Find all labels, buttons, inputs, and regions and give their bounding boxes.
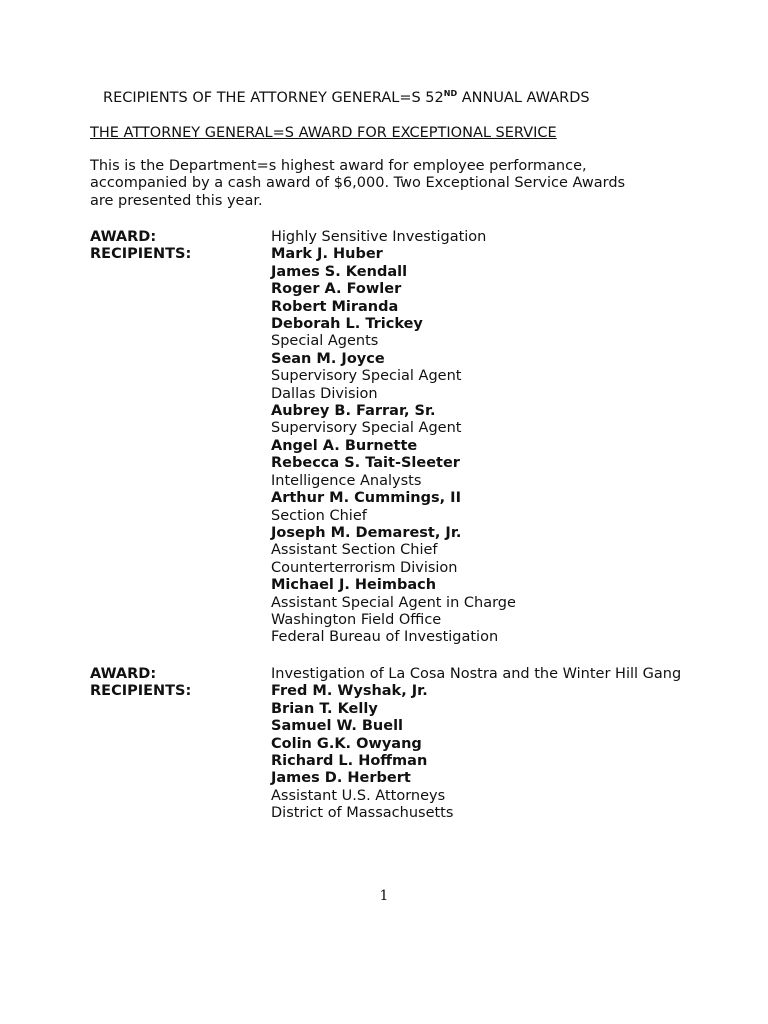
recipient-name: Sean M. Joyce <box>271 350 385 367</box>
recipient-name: Samuel W. Buell <box>271 718 404 735</box>
intro-line: are presented this year. <box>90 192 263 209</box>
recipient-title: Supervisory Special Agent <box>271 368 462 385</box>
recipient-title: Supervisory Special Agent <box>271 420 462 437</box>
recipient-title: Intelligence Analysts <box>271 472 422 489</box>
award-block-highly-sensitive-investigation <box>90 229 690 647</box>
recipient-name: Roger A. Fowler <box>271 281 402 298</box>
recipient-name: Michael J. Heimbach <box>271 577 437 594</box>
award-row <box>90 229 690 246</box>
recipient-name: James D. Herbert <box>271 770 411 787</box>
award-name: Highly Sensitive Investigation <box>271 229 487 245</box>
recipient-name: Deborah L. Trickey <box>271 316 423 333</box>
recipient-name: Fred M. Wyshak, Jr. <box>271 683 428 700</box>
recipient-title: Assistant U.S. Attorneys <box>271 787 446 804</box>
recipients-row <box>90 246 690 646</box>
recipients-label: RECIPIENTS: <box>90 683 192 700</box>
recipient-title: District of Massachusetts <box>271 805 454 822</box>
intro-paragraph <box>90 158 690 210</box>
recipient-title: Dallas Division <box>271 385 378 402</box>
award-label: AWARD: <box>90 229 157 245</box>
award-row <box>90 666 690 683</box>
award-heading: THE ATTORNEY GENERAL=S AWARD FOR EXCEPTIONAL SERVICE <box>90 125 557 141</box>
intro-line: This is the Department=s highest award for employee performance, <box>90 158 587 174</box>
recipient-title: Washington Field Office <box>271 611 442 628</box>
recipient-name: Colin G.K. Owyang <box>271 735 422 752</box>
recipient-name: Arthur M. Cummings, II <box>271 490 461 507</box>
recipient-title: Counterterrorism Division <box>271 559 458 576</box>
recipient-title: Section Chief <box>271 507 367 524</box>
award-label: AWARD: <box>90 666 157 682</box>
recipient-name: Mark J. Huber <box>271 246 383 263</box>
recipients-list <box>271 683 690 822</box>
recipients-row <box>90 683 690 822</box>
document-title-suffix: ANNUAL AWARDS <box>457 90 590 106</box>
recipient-name: Robert Miranda <box>271 298 399 315</box>
document-title-superscript: ND <box>443 89 458 98</box>
intro-line: accompanied by a cash award of $6,000. Two Exceptional Service Awards <box>90 175 626 192</box>
recipient-name: Angel A. Burnette <box>271 437 418 454</box>
document-title-prefix: RECIPIENTS OF THE ATTORNEY GENERAL=S 52 <box>103 90 444 106</box>
recipient-title: Assistant Section Chief <box>271 542 438 559</box>
recipients-label: RECIPIENTS: <box>90 246 192 263</box>
recipient-name: Rebecca S. Tait-Sleeter <box>271 455 460 472</box>
award-name: Investigation of La Cosa Nostra and the Winter Hill Gang <box>271 666 682 682</box>
recipient-title: Federal Bureau of Investigation <box>271 629 499 646</box>
document-title <box>103 88 590 108</box>
recipient-name: Joseph M. Demarest, Jr. <box>271 524 462 541</box>
recipient-name: James S. Kendall <box>271 263 408 280</box>
recipient-name: Brian T. Kelly <box>271 700 378 717</box>
recipients-list <box>271 246 690 646</box>
page-number: 1 <box>379 888 389 904</box>
recipient-name: Richard L. Hoffman <box>271 753 428 770</box>
recipient-name: Aubrey B. Farrar, Sr. <box>271 403 436 420</box>
recipient-title: Special Agents <box>271 333 379 350</box>
award-block-la-cosa-nostra <box>90 666 690 823</box>
recipient-title: Assistant Special Agent in Charge <box>271 594 516 611</box>
